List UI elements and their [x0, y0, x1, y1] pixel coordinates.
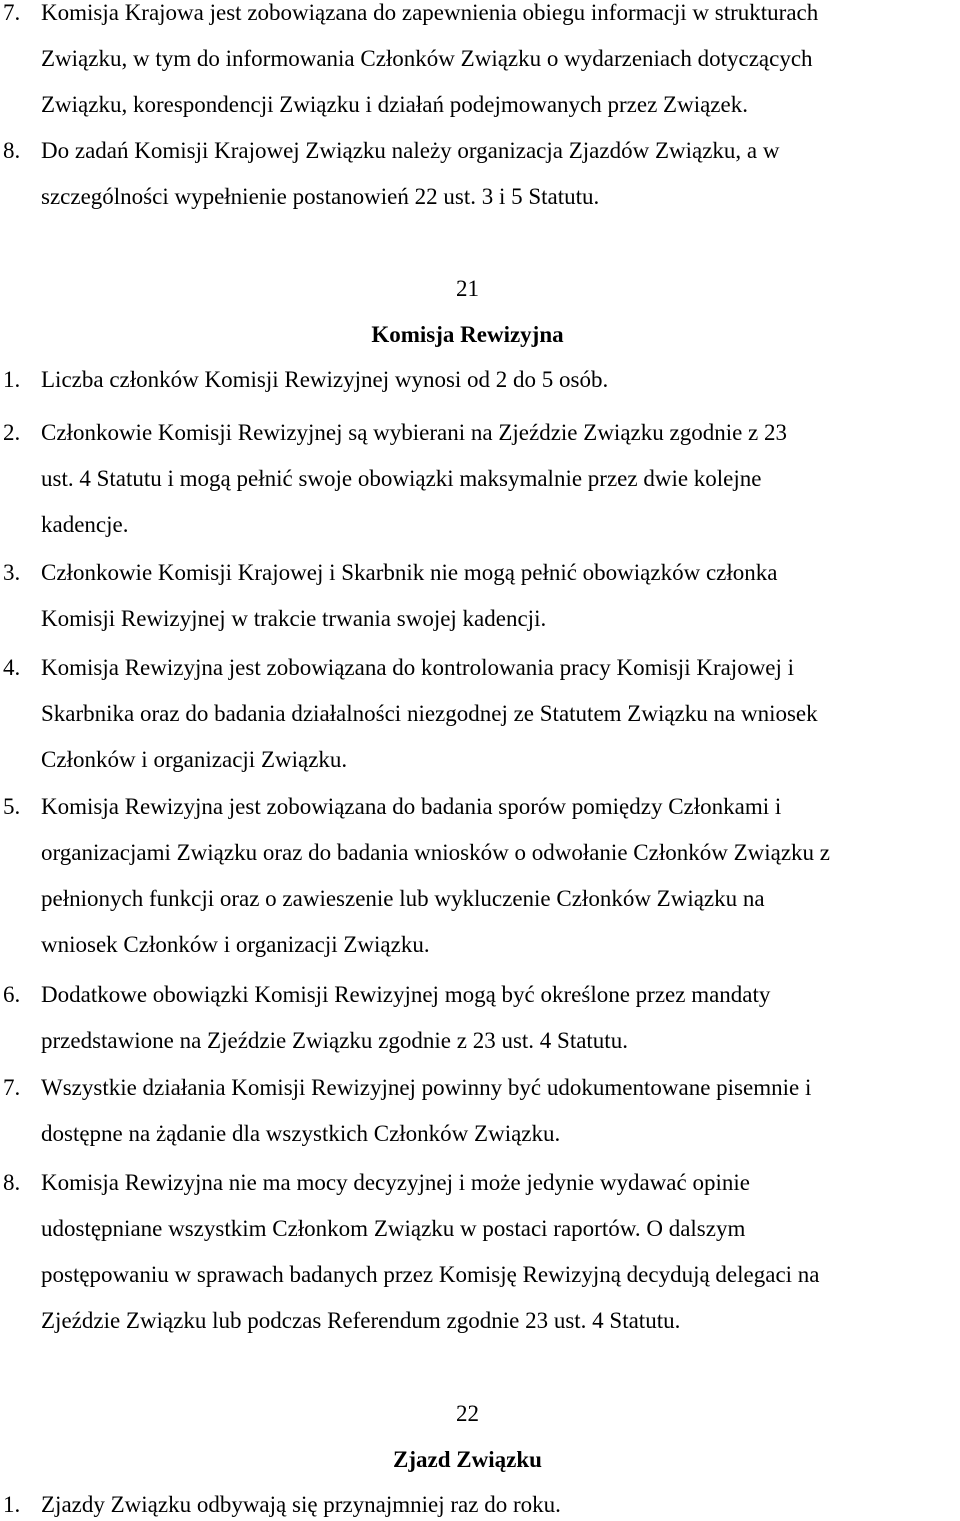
item-text: Zjazdy Związku odbywają się przynajmniej raz do roku. — [41, 1492, 561, 1517]
list-item — [0, 410, 958, 548]
item-text: Członkowie Komisji Krajowej i Skarbnik nie mogą pełnić obowiązków członka Komisji Rewizyjnej w trakcie trwania swojej kadencji. — [41, 560, 778, 631]
item-text: Wszystkie działania Komisji Rewizyjnej powinny być udokumentowane pisemnie i dostępne na żądanie dla wszystkich Członków Związku. — [41, 1075, 812, 1146]
list-item — [0, 1065, 958, 1157]
item-text: Liczba członków Komisji Rewizyjnej wynosi od 2 do 5 osób. — [41, 367, 609, 392]
list-item — [0, 1160, 958, 1344]
item-number: 1. — [3, 1492, 21, 1517]
item-text: Komisja Rewizyjna jest zobowiązana do kontrolowania pracy Komisji Krajowej i Skarbnika oraz do badania działalności niezgodnej ze Statutem Związku na wniosek Członków i organizacji Związku. — [41, 655, 818, 772]
list-item — [0, 128, 958, 220]
item-number: 6. — [3, 982, 21, 1007]
list-item — [0, 550, 958, 642]
item-text: Komisja Krajowa jest zobowiązana do zapewnienia obiegu informacji w strukturach Związku, w tym do informowania Członków Związku o wydarzeniach dotyczących Związku, korespondencji Związku i działań podejmowanych przez Związek. — [41, 0, 819, 117]
item-text: Komisja Rewizyjna nie ma mocy decyzyjnej i może jedynie wydawać opinie udostępniane wszystkim Członkom Związku w postaci raportów. O dalszym postępowaniu w sprawach badanych przez Komisję Rewizyjną decydują delegaci na Zjeździe Związku lub podczas Referendum zgodnie 23 ust. 4 Statutu. — [41, 1170, 820, 1333]
item-text: Członkowie Komisji Rewizyjnej są wybierani na Zjeździe Związku zgodnie z 23 ust. 4 Statutu i mogą pełnić swoje obowiązki maksymalnie przez dwie kolejne kadencje. — [41, 420, 787, 537]
section-title: Komisja Rewizyjna — [371, 322, 564, 347]
list-item — [0, 972, 958, 1064]
item-number: 7. — [3, 1075, 21, 1100]
section-title: Zjazd Związku — [393, 1447, 542, 1472]
list-item — [0, 0, 958, 128]
item-number: 4. — [3, 655, 21, 680]
item-text: Komisja Rewizyjna jest zobowiązana do badania sporów pomiędzy Członkami i organizacjami Związku oraz do badania wniosków o odwołanie Członków Związku z pełnionych funkcji oraz o zawieszenie lub wykluczenie Członków Związku na wniosek Członków i organizacji Związku. — [41, 794, 830, 957]
item-text: Dodatkowe obowiązki Komisji Rewizyjnej mogą być określone przez mandaty przedstawione na Zjeździe Związku zgodnie z 23 ust. 4 Statutu. — [41, 982, 771, 1053]
item-number: 2. — [3, 420, 21, 445]
item-number: 7. — [3, 0, 21, 25]
list-item — [0, 784, 958, 968]
section-number: 22 — [456, 1401, 479, 1426]
item-number: 8. — [3, 138, 21, 163]
item-text: Do zadań Komisji Krajowej Związku należy organizacja Zjazdów Związku, a w szczególności wypełnienie postanowień 22 ust. 3 i 5 Statutu. — [41, 138, 780, 209]
section-number: 21 — [456, 276, 479, 301]
item-number: 3. — [3, 560, 21, 585]
item-number: 8. — [3, 1170, 21, 1195]
item-number: 5. — [3, 794, 21, 819]
list-item — [0, 645, 958, 783]
list-item — [0, 1482, 958, 1521]
list-item — [0, 357, 958, 403]
item-number: 1. — [3, 367, 21, 392]
